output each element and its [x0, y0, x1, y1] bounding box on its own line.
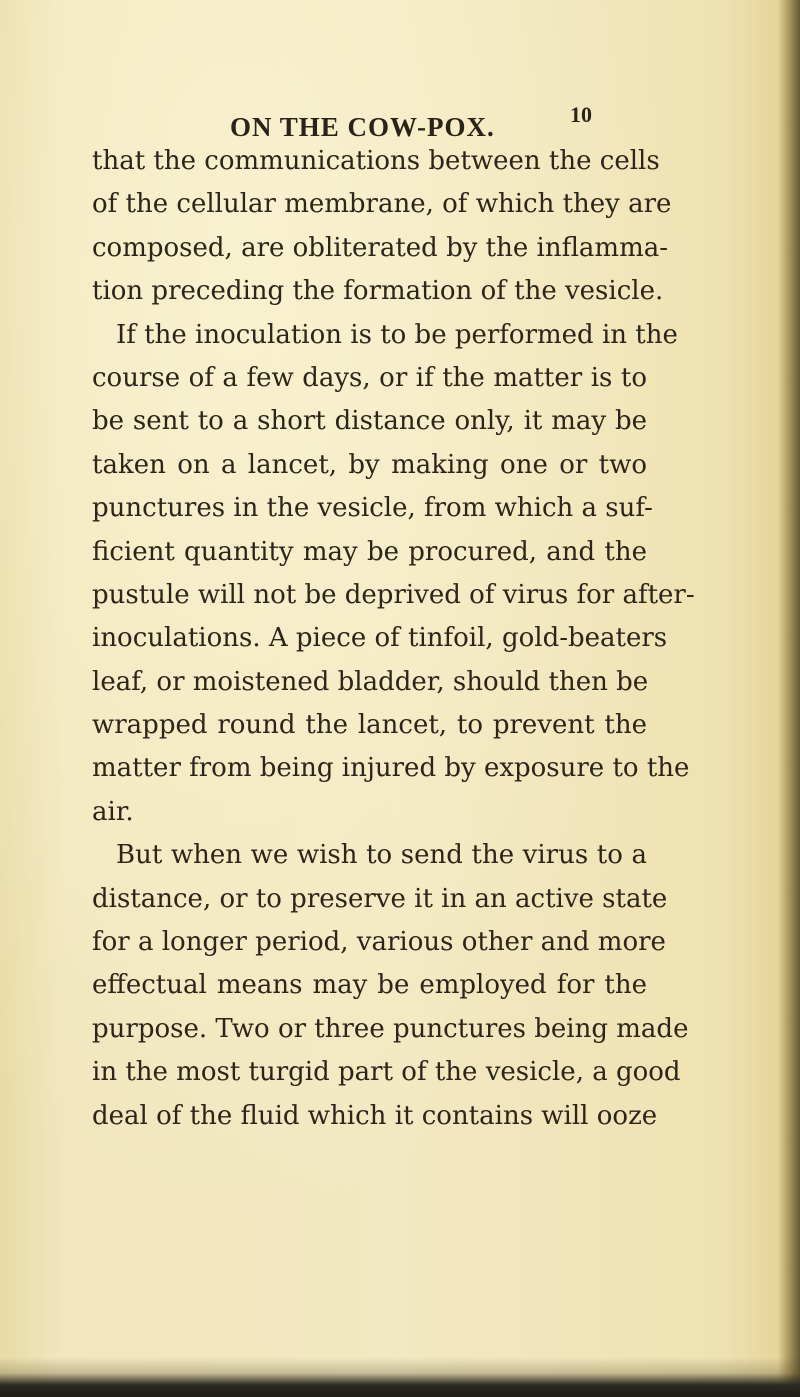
- page-header: [0, 102, 800, 142]
- text-line: inoculations. A piece of tinfoil, gold-beaters: [92, 623, 668, 654]
- text-line: matter from being injured by exposure to the: [92, 753, 690, 784]
- text-line: for a longer period, various other and more: [92, 927, 666, 958]
- text-line: course of a few days, or if the matter is to: [92, 362, 647, 393]
- text-line: that the communications between the cells: [92, 146, 660, 176]
- binding-edge-shadow: [778, 0, 800, 1397]
- page-number: 10: [570, 102, 592, 127]
- text-line: in the most turgid part of the vesicle, a good: [92, 1057, 681, 1088]
- text-line: of the cellular membrane, of which they are: [92, 189, 672, 220]
- text-line: deal of the fluid which it contains will ooze: [92, 1100, 658, 1131]
- text-line: tion preceding the formation of the vesicle.: [92, 276, 664, 307]
- running-head: ON THE COW-POX.: [230, 112, 495, 142]
- text-line: punctures in the vesicle, from which a suf-: [92, 493, 653, 524]
- text-line: ficient quantity may be procured, and the: [92, 536, 647, 567]
- text-line: taken on a lancet, by making one or two: [92, 449, 647, 480]
- text-line: effectual means may be employed for the: [92, 970, 647, 1001]
- text-line: wrapped round the lancet, to prevent the: [92, 710, 647, 741]
- body-text: [92, 140, 695, 1138]
- text-line: purpose. Two or three punctures being made: [92, 1013, 689, 1044]
- paragraph-start-line: If the inoculation is to be performed in the: [116, 319, 678, 350]
- text-line: air.: [92, 796, 134, 827]
- paragraph-start-line: But when we wish to send the virus to a: [116, 840, 647, 871]
- text-line: composed, are obliterated by the inflamma-: [92, 232, 669, 263]
- text-line: be sent to a short distance only, it may be: [92, 406, 647, 437]
- text-line: leaf, or moistened bladder, should then be: [92, 666, 649, 697]
- text-line: pustule will not be deprived of virus for after-: [92, 579, 695, 610]
- text-line: distance, or to preserve it in an active state: [92, 883, 668, 914]
- page-bottom-edge: [0, 1357, 800, 1397]
